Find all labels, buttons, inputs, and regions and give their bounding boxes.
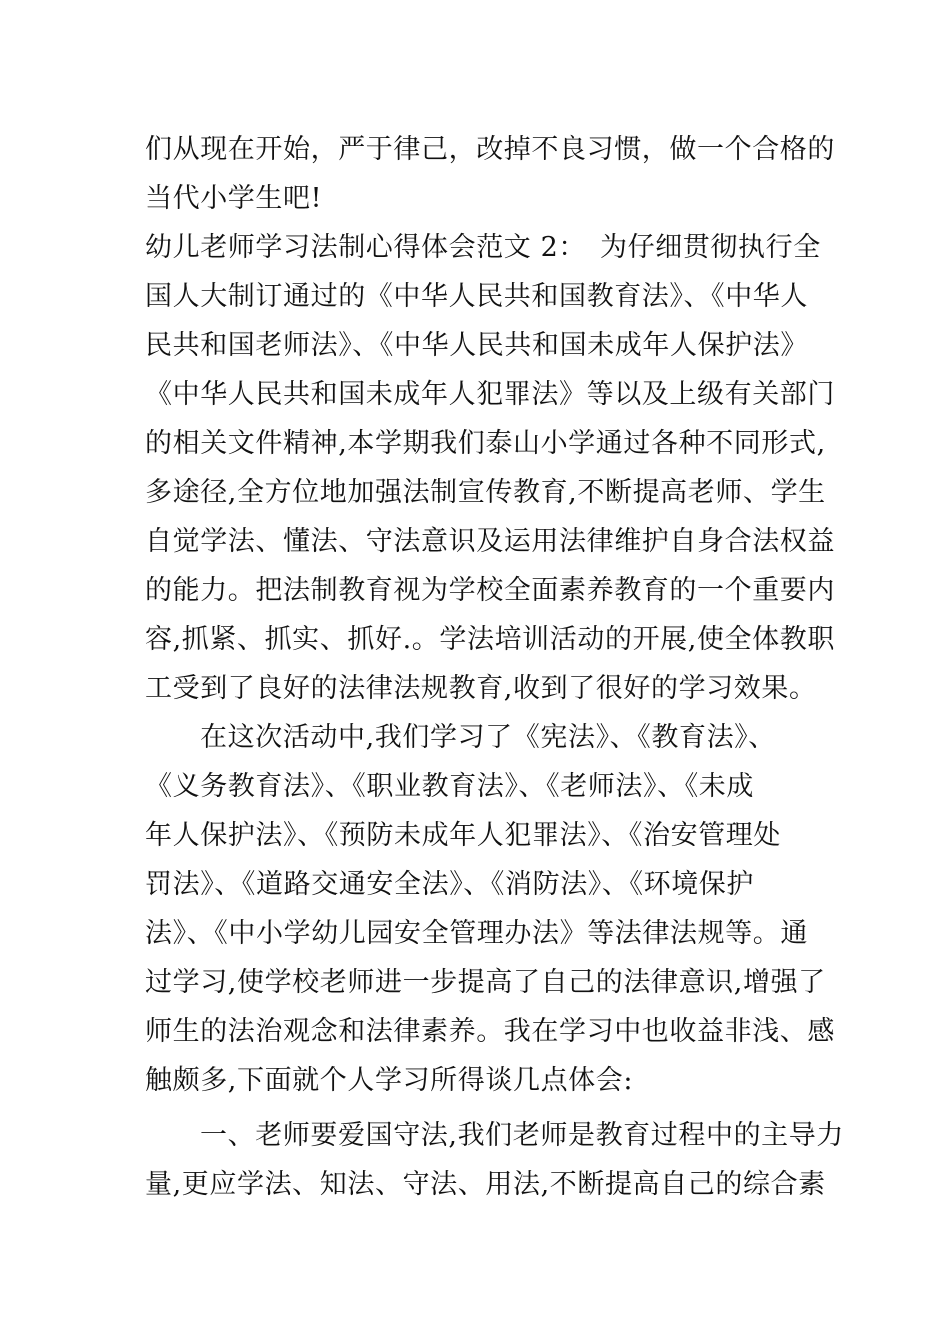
text-line: 罚法》、《道路交通安全法》、《消防法》、《环境保护	[145, 869, 754, 900]
paragraph-start: 一、老师要爱国守法,我们老师是教育过程中的主导力	[200, 1120, 844, 1151]
text-line: 《中华人民共和国未成年人犯罪法》等以及上级有关部门	[145, 379, 835, 410]
text-line: 工受到了良好的法律法规教育,收到了很好的学习效果。	[145, 673, 817, 704]
text-line: 们从现在开始，严于律己，改掉不良习惯，做一个合格的	[145, 134, 835, 165]
text-line: 当代小学生吧!	[145, 183, 323, 214]
text-line: 师生的法治观念和法律素养。我在学习中也收益非浅、感	[145, 1016, 835, 1047]
text-line: 容,抓紧、抓实、抓好.。学法培训活动的开展,使全体教职	[145, 624, 835, 655]
text-line: 量,更应学法、知法、守法、用法,不断提高自己的综合素	[145, 1169, 826, 1200]
paragraph-start: 在这次活动中,我们学习了《宪法》、《教育法》、	[200, 722, 776, 753]
text-line: 过学习,使学校老师进一步提高了自己的法律意识,增强了	[145, 967, 826, 998]
text-line: 触颇多,下面就个人学习所得谈几点体会:	[145, 1065, 634, 1096]
text-line: 年人保护法》、《预防未成年人犯罪法》、《治安管理处	[145, 820, 781, 851]
text-line: 多途径,全方位地加强法制宣传教育,不断提高老师、学生	[145, 477, 826, 508]
section-heading: 幼儿老师学习法制心得体会范文 2：	[145, 232, 586, 263]
text-line: 民共和国老师法》、《中华人民共和国未成年人保护法》	[145, 330, 808, 361]
text-line: 《义务教育法》、《职业教育法》、《老师法》、《未成	[145, 771, 754, 802]
text-line: 为仔细贯彻执行全	[600, 232, 821, 263]
text-line: 国人大制订通过的《中华人民共和国教育法》、《中华人	[145, 281, 808, 312]
text-line: 法》、《中小学幼儿园安全管理办法》等法律法规等。通	[145, 918, 808, 949]
text-line: 的相关文件精神,本学期我们泰山小学通过各种不同形式,	[145, 428, 826, 459]
text-line: 自觉学法、懂法、守法意识及运用法律维护自身合法权益	[145, 526, 835, 557]
text-line: 的能力。把法制教育视为学校全面素养教育的一个重要内	[145, 575, 835, 606]
